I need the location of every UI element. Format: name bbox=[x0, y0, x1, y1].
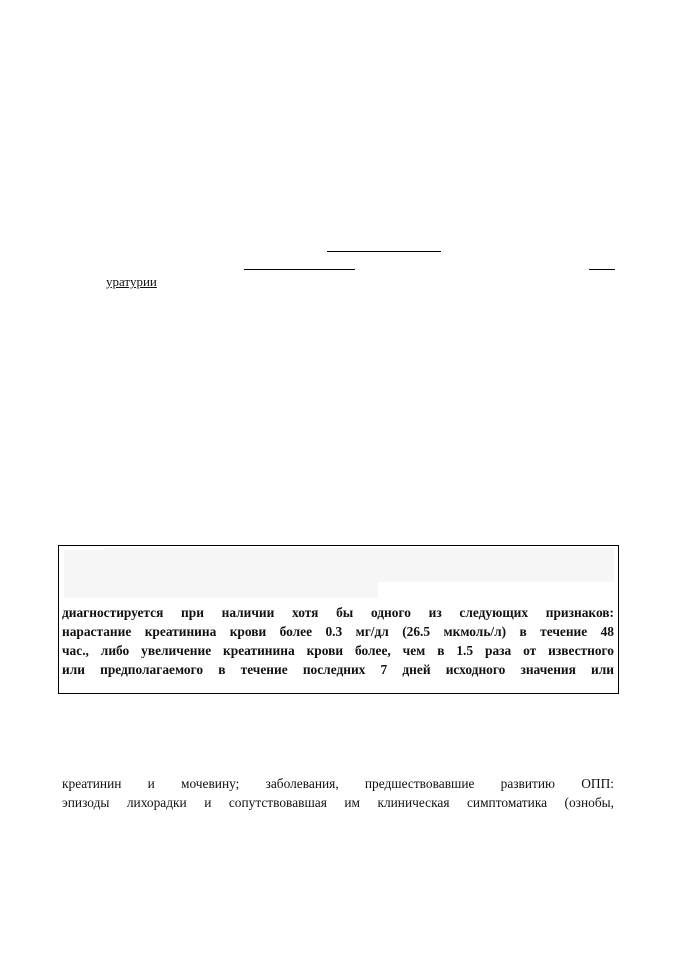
redacted-region-4 bbox=[64, 582, 378, 598]
redacted-region-3 bbox=[64, 564, 104, 582]
body-paragraph bbox=[62, 774, 614, 812]
underline-rule-2 bbox=[244, 269, 355, 270]
redacted-region-2 bbox=[104, 548, 614, 582]
redacted-region-1 bbox=[64, 550, 104, 564]
definition-line: нарастание креатинина крови более 0.3 мг/дл (26.5 мкмоль/л) в течение 48 bbox=[62, 624, 614, 639]
definition-text bbox=[62, 603, 614, 679]
body-line: эпизоды лихорадки и сопутствовавшая им клиническая симптоматика (ознобы, bbox=[62, 795, 614, 810]
underline-rule-3 bbox=[589, 269, 615, 270]
body-line: креатинин и мочевину; заболевания, предшествовавшие развитию ОПП: bbox=[62, 776, 614, 791]
definition-line: час., либо увеличение креатинина крови более, чем в 1.5 раза от известного bbox=[62, 643, 614, 658]
underline-rule-1 bbox=[327, 251, 441, 252]
underlined-fragment-word: уратурии bbox=[106, 274, 157, 289]
definition-line: диагностируется при наличии хотя бы одного из следующих признаков: bbox=[62, 605, 614, 620]
definition-line: или предполагаемого в течение последних 7 дней исходного значения или bbox=[62, 662, 614, 677]
